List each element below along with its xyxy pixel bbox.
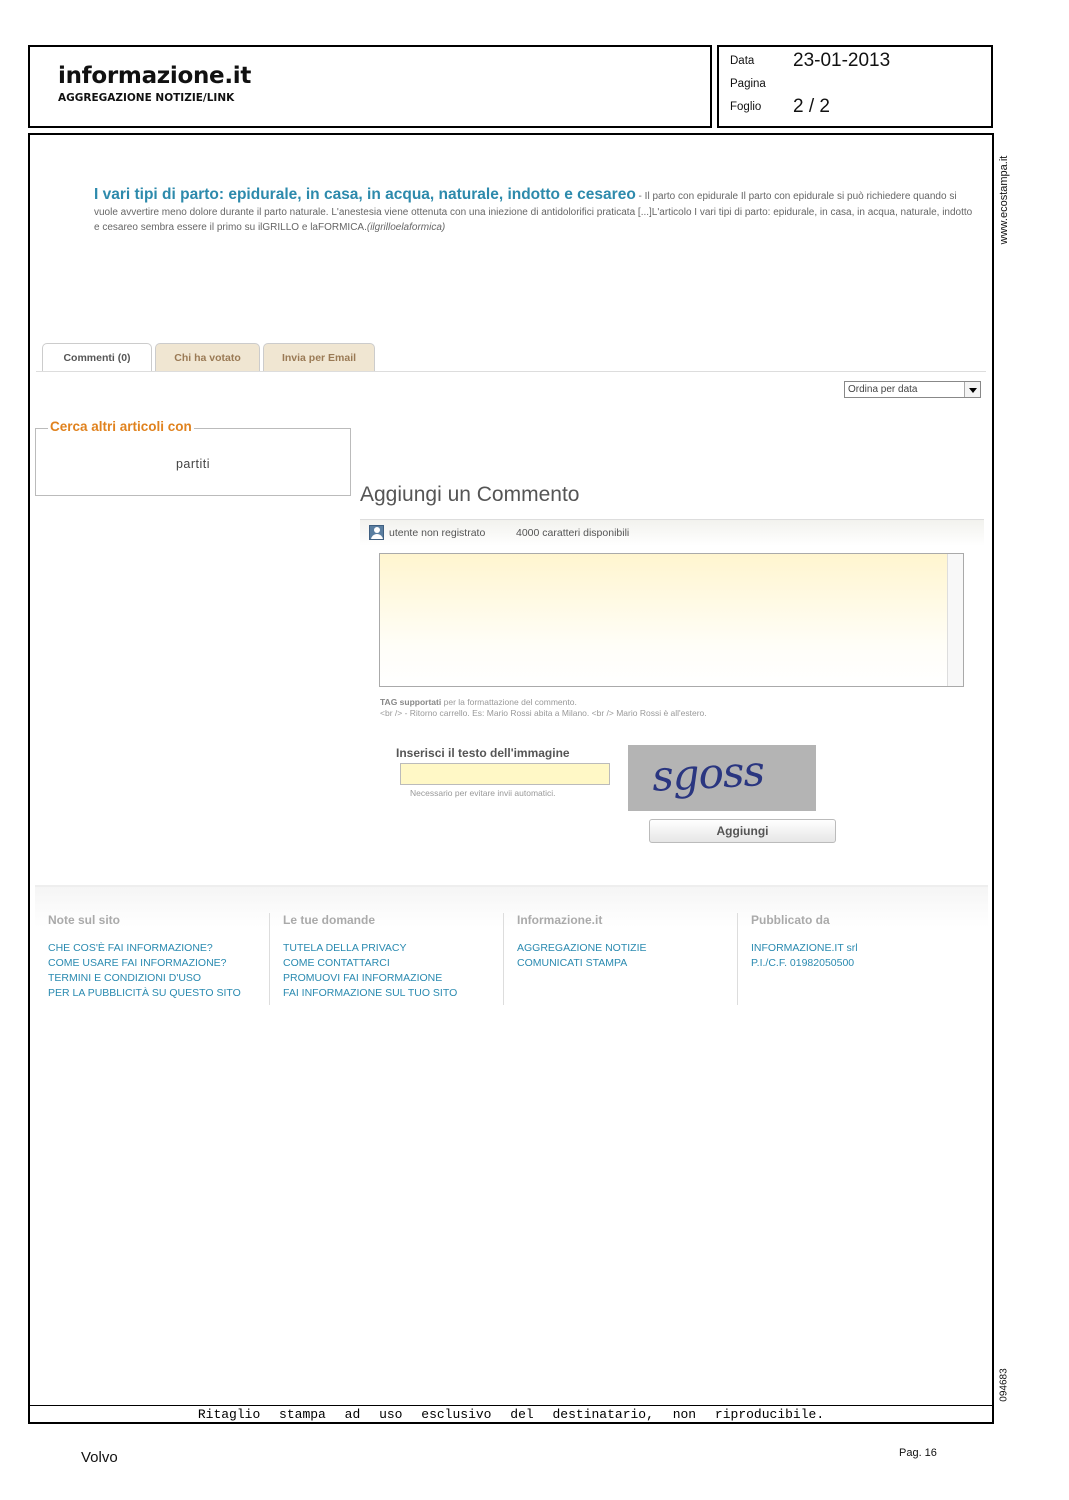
user-status: utente non registrato — [389, 527, 486, 539]
captcha-note: Necessario per evitare invii automatici. — [410, 788, 556, 798]
captcha-image — [628, 745, 816, 811]
date-value: 23-01-2013 — [793, 50, 891, 71]
article-separator: - — [635, 191, 645, 202]
tag-heading: TAG supportati — [380, 697, 442, 707]
footer-links — [283, 941, 457, 1001]
add-comment-button[interactable]: Aggiungi — [649, 819, 836, 843]
metadata-box — [717, 45, 993, 128]
related-search-box — [35, 419, 351, 496]
comment-textarea[interactable] — [379, 553, 964, 687]
related-search-term[interactable]: partiti — [175, 457, 211, 471]
footer-link[interactable]: TUTELA DELLA PRIVACY — [283, 942, 407, 954]
footer-column-title: Note sul sito — [48, 913, 121, 927]
supported-tags-info — [380, 697, 707, 719]
article-source[interactable]: (ilgrilloelaformica) — [366, 222, 446, 233]
tab-send-email[interactable]: Invia per Email — [263, 343, 375, 371]
footer-column-questions — [269, 913, 492, 1005]
chevron-down-icon[interactable] — [964, 382, 980, 397]
captcha-label: Inserisci il testo dell'immagine — [396, 746, 570, 760]
date-label: Data — [730, 55, 755, 67]
footer-link[interactable]: INFORMAZIONE.IT srl — [751, 942, 858, 954]
publication-subtitle: AGGREGAZIONE NOTIZIE/LINK — [58, 92, 235, 104]
page-label: Pagina — [730, 78, 766, 90]
footer-column-site-notes — [35, 913, 257, 1005]
footer-link[interactable]: COMUNICATI STAMPA — [517, 957, 628, 969]
footer-link[interactable]: COME USARE FAI INFORMAZIONE? — [48, 957, 227, 969]
footer-link[interactable]: PROMUOVI FAI INFORMAZIONE — [283, 972, 443, 984]
related-search-legend: Cerca altri articoli con — [50, 419, 192, 434]
side-site-label: www.ecostampa.it — [998, 155, 1010, 245]
chars-available: 4000 caratteri disponibili — [516, 527, 630, 539]
tag-line-2: <br /> - Ritorno carrello. Es: Mario Rossi abita a Milano. <br /> Mario Rossi è all'estero. — [380, 708, 707, 718]
publication-name: informazione.it — [58, 63, 252, 89]
footer-column-title: Le tue domande — [283, 913, 376, 927]
tab-comments[interactable]: Commenti (0) — [42, 343, 152, 372]
sheet-label: Foglio — [730, 101, 762, 113]
clipping-frame — [28, 133, 994, 1424]
frame-divider — [30, 1405, 992, 1406]
footer-links — [48, 941, 241, 1001]
side-code-label: 094683 — [998, 1368, 1010, 1402]
order-select[interactable] — [844, 381, 981, 398]
footer-links — [517, 941, 647, 971]
order-select-value: Ordina per data — [848, 384, 918, 395]
footer-column-publisher — [737, 913, 960, 1005]
sheet-value: 2 / 2 — [793, 96, 830, 117]
footer-column-informazione — [503, 913, 726, 1005]
footer-link[interactable]: CHE COS'È FAI INFORMAZIONE? — [48, 942, 213, 954]
footer-column-title: Informazione.it — [517, 913, 603, 927]
site-footer — [35, 885, 988, 1012]
page-footer-number: Pag. 16 — [899, 1447, 937, 1459]
user-icon — [369, 525, 384, 540]
footer-column-title: Pubblicato da — [751, 913, 830, 927]
clipping-disclaimer: Ritaglio stampa ad uso esclusivo del destinatario, non riproducibile. — [197, 1407, 825, 1422]
footer-link[interactable]: PER LA PUBBLICITÀ SU QUESTO SITO — [48, 987, 241, 999]
footer-link[interactable]: AGGREGAZIONE NOTIZIE — [517, 942, 647, 954]
page-footer-client: Volvo — [81, 1449, 118, 1466]
article-snippet — [94, 187, 974, 236]
add-comment-title: Aggiungi un Commento — [360, 483, 580, 506]
article-body: Il parto con epidurale Il parto con epidurale si può richiedere quando si vuole avvertire meno dolore durante il parto naturale. L'anestesia viene ottenuta con una iniezione di antidolorifici praticata [...]L'articolo I vari tipi di parto: epidurale, in casa, in acqua, naturale, indotto e cesareo sembra essere il primo su ilGRILLO e laFORMICA. — [94, 191, 973, 233]
footer-links — [751, 941, 858, 971]
comment-user-bar — [360, 519, 984, 546]
tab-divider — [36, 371, 986, 372]
footer-link[interactable]: FAI INFORMAZIONE SUL TUO SITO — [283, 987, 458, 999]
tab-voters[interactable]: Chi ha votato — [155, 343, 260, 371]
captcha-text: sgoss — [650, 746, 766, 801]
footer-link[interactable]: TERMINI E CONDIZIONI D'USO — [48, 972, 202, 984]
footer-link[interactable]: COME CONTATTARCI — [283, 957, 390, 969]
tag-line-1: per la formattazione del commento. — [443, 697, 577, 707]
article-title[interactable]: I vari tipi di parto: epidurale, in casa, in acqua, naturale, indotto e cesareo — [94, 186, 636, 203]
captcha-input[interactable] — [400, 763, 610, 785]
publication-header — [28, 45, 712, 128]
footer-link: P.I./C.F. 01982050500 — [751, 957, 855, 969]
textarea-scrollbar[interactable] — [947, 554, 963, 686]
